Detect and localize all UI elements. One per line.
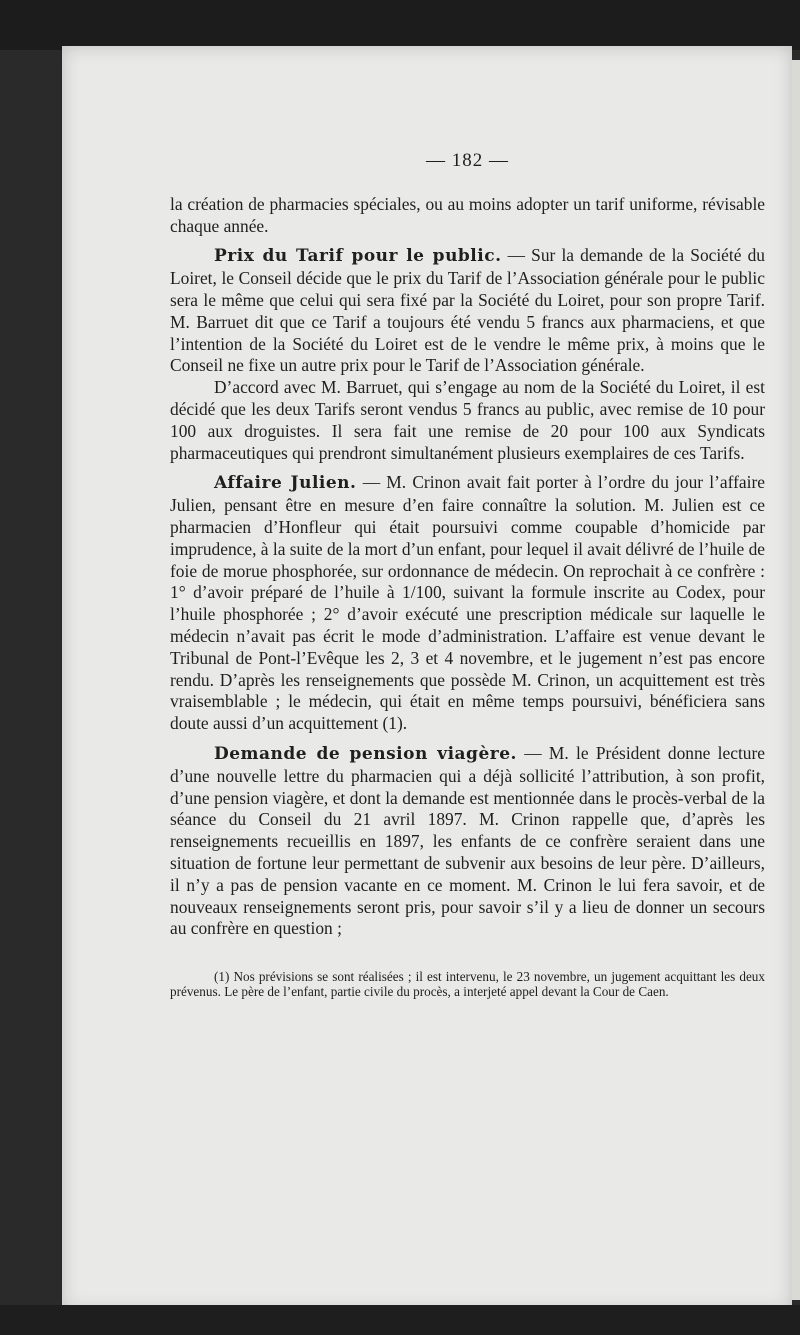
section-paragraph: D’accord avec M. Barruet, qui s’engage au nom de la Société du Loiret, il est décidé que les deux Tarifs seront vendus 5 francs au public, avec remise de 10 pour 100 aux droguistes. Il sera fait une remise de 20 pour 100 aux Syndicats pharmaceutiques qui prendront simultanément plusieurs exemplaires de ces Tarifs.	[170, 377, 765, 463]
section-paragraph: — Sur la demande de la Société du Loiret, le Conseil décide que le prix du Tarif de l’Association générale pour le public sera le même que celui qui sera fixé par la Société du Loiret, pour son propre Tarif. M. Barruet dit que ce Tarif a toujours été vendu 5 francs aux pharmaciens, et que l’intention de la Société du Loiret est de le vendre le même prix, à moins que le Conseil ne fixe un autre prix pour le Tarif de l’Association générale.	[170, 245, 765, 376]
footnote	[170, 970, 765, 999]
page-content	[170, 150, 765, 999]
section-paragraph: — M. Crinon avait fait porter à l’ordre du jour l’affaire Julien, pensant être en mesure d’en faire connaître la solution. M. Julien est ce pharmacien d’Honfleur qui était poursuivi comme coupable d’homicide par imprudence, à la suite de la mort d’un enfant, pour lequel il avait délivré de l’huile de foie de morue phosphorée, sur ordonnance de médecin. On reprochait à ce confrère : 1° d’avoir préparé de l’huile à 1/100, suivant la formule inscrite au Codex, pour l’huile phosphorée ; 2° d’avoir exécuté une prescription médicale sur laquelle le médecin n’avait pas écrit le mode d’administration. L’affaire est venue devant le Tribunal de Pont-l’Evêque les 2, 3 et 4 novembre, et le jugement n’est pas encore rendu. D’après les renseignements que possède M. Crinon, un acquittement est très vraisemblable ; le médecin, qui était en même temps poursuivi, bénéficiera sans doute aussi d’un acquittement (1).	[170, 472, 765, 734]
section-demande-de-pension	[170, 743, 765, 940]
section-paragraph: — M. le Président donne lecture d’une nouvelle lettre du pharmacien qui a déjà sollicité l’attribution, à son profit, d’une pension viagère, et dont la demande est mentionnée dans le procès-verbal de la séance du Conseil du 21 avril 1897. M. Crinon rappelle que, d’après les renseignements recueillis en 1897, les enfants de ce confrère seraient dans une situation de fortune leur permettant de subvenir aux besoins de leur père. D’ailleurs, il n’y a pas de pension vacante en ce moment. M. Crinon le lui fera savoir, et de nouveaux renseignements seront pris, pour savoir s’il y a lieu de donner un secours au confrère en question ;	[170, 742, 765, 939]
section-heading: Demande de pension viagère.	[214, 743, 517, 764]
footnote-text: (1) Nos prévisions se sont réalisées ; il est intervenu, le 23 novembre, un jugement acquittant les deux prévenus. Le père de l’enfant, partie civile du procès, a interjeté appel devant la Cour de Caen.	[170, 969, 765, 999]
section-heading: Prix du Tarif pour le public.	[214, 246, 502, 267]
section-heading: Affaire Julien.	[214, 473, 357, 494]
continuation-text: la création de pharmacies spéciales, ou au moins adopter un tarif uniforme, révisable chaque année.	[170, 193, 765, 236]
page-number: — 182 —	[426, 150, 509, 171]
section-affaire-julien	[170, 472, 765, 735]
scan-border-top	[0, 0, 800, 50]
section-prix-du-tarif	[170, 245, 765, 464]
scan-border-bottom	[0, 1305, 800, 1335]
